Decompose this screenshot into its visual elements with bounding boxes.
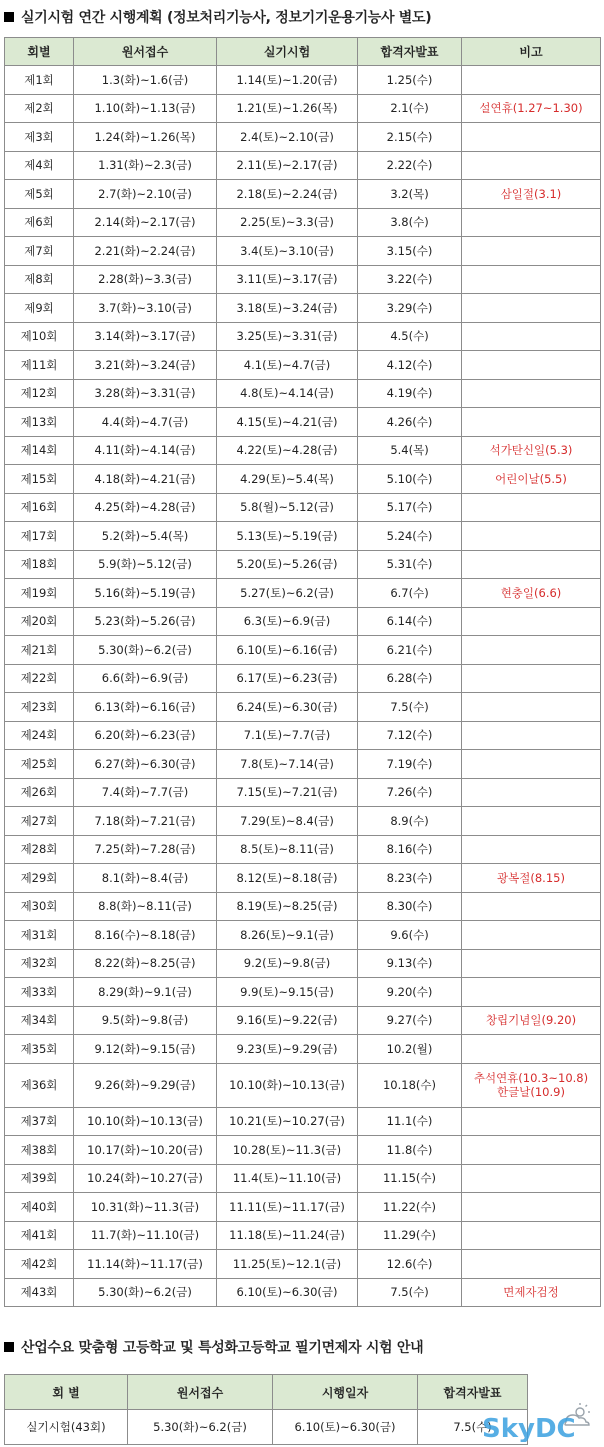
note-cell (462, 408, 601, 437)
table-cell: 5.17(수) (358, 493, 462, 522)
table-cell: 제16회 (5, 493, 74, 522)
note-cell (462, 66, 601, 95)
table-cell: 8.9(수) (358, 807, 462, 836)
table-cell: 제29회 (5, 864, 74, 893)
table-cell: 7.18(화)~7.21(금) (74, 807, 217, 836)
table-row (5, 151, 601, 180)
table-cell: 6.27(화)~6.30(금) (74, 750, 217, 779)
table-cell: 11.18(토)~11.24(금) (217, 1221, 358, 1250)
table-cell: 6.6(화)~6.9(금) (74, 664, 217, 693)
table-row (5, 835, 601, 864)
note-cell (462, 322, 601, 351)
table-cell: 제14회 (5, 436, 74, 465)
note-cell (462, 978, 601, 1007)
note-cell (462, 208, 601, 237)
table-row (5, 408, 601, 437)
note-cell (462, 522, 601, 551)
table-cell: 11.25(토)~12.1(금) (217, 1250, 358, 1279)
table-cell: 제6회 (5, 208, 74, 237)
table-row (5, 493, 601, 522)
table-cell: 3.11(토)~3.17(금) (217, 265, 358, 294)
table-cell: 제25회 (5, 750, 74, 779)
table-cell: 11.11(토)~11.17(금) (217, 1193, 358, 1222)
table-cell: 3.2(목) (358, 180, 462, 209)
table-cell: 제36회 (5, 1063, 74, 1107)
table-row (5, 949, 601, 978)
table-cell: 4.29(토)~5.4(목) (217, 465, 358, 494)
note-cell (462, 151, 601, 180)
table-cell: 6.13(화)~6.16(금) (74, 693, 217, 722)
table-cell: 3.22(수) (358, 265, 462, 294)
table-cell: 제3회 (5, 123, 74, 152)
note-cell (462, 750, 601, 779)
table-row (5, 351, 601, 380)
table-row (5, 750, 601, 779)
table-cell: 6.3(토)~6.9(금) (217, 607, 358, 636)
table-cell: 제42회 (5, 1250, 74, 1279)
note-cell: 석가탄신일(5.3) (462, 436, 601, 465)
table-cell: 2.25(토)~3.3(금) (217, 208, 358, 237)
table-cell: 6.24(토)~6.30(금) (217, 693, 358, 722)
table-cell: 7.15(토)~7.21(금) (217, 778, 358, 807)
table-row (5, 1035, 601, 1064)
bullet-square-icon (4, 1342, 14, 1352)
note-cell (462, 351, 601, 380)
table-cell: 3.14(화)~3.17(금) (74, 322, 217, 351)
table-cell: 6.17(토)~6.23(금) (217, 664, 358, 693)
note-cell (462, 1136, 601, 1165)
table-cell: 제40회 (5, 1193, 74, 1222)
table-cell: 6.28(수) (358, 664, 462, 693)
table-cell: 9.16(토)~9.22(금) (217, 1006, 358, 1035)
note-cell: 삼일절(3.1) (462, 180, 601, 209)
table-cell: 11.1(수) (358, 1107, 462, 1136)
table-cell: 6.10(토)~6.16(금) (217, 636, 358, 665)
table-cell: 8.19(토)~8.25(금) (217, 892, 358, 921)
table-row (5, 892, 601, 921)
table-cell: 3.29(수) (358, 294, 462, 323)
table-cell: 5.8(월)~5.12(금) (217, 493, 358, 522)
table-cell: 10.24(화)~10.27(금) (74, 1164, 217, 1193)
exemption-exam-table (4, 1374, 528, 1445)
table-cell: 7.29(토)~8.4(금) (217, 807, 358, 836)
table-cell: 1.25(수) (358, 66, 462, 95)
header-result: 합격자발표 (358, 38, 462, 66)
table-cell: 제18회 (5, 550, 74, 579)
table-body (5, 1410, 528, 1445)
note-cell (462, 778, 601, 807)
table-cell: 제23회 (5, 693, 74, 722)
table-cell: 5.30(화)~6.2(금) (74, 636, 217, 665)
table-cell: 6.21(수) (358, 636, 462, 665)
note-cell (462, 892, 601, 921)
table-cell: 5.23(화)~5.26(금) (74, 607, 217, 636)
table-cell: 제41회 (5, 1221, 74, 1250)
table-cell: 제20회 (5, 607, 74, 636)
table-cell: 3.4(토)~3.10(금) (217, 237, 358, 266)
table-row (5, 265, 601, 294)
table-cell: 2.28(화)~3.3(금) (74, 265, 217, 294)
table-cell: 8.12(토)~8.18(금) (217, 864, 358, 893)
table-row (5, 465, 601, 494)
table-cell: 9.9(토)~9.15(금) (217, 978, 358, 1007)
note-cell (462, 265, 601, 294)
table-cell: 1.3(화)~1.6(금) (74, 66, 217, 95)
table-header-row (5, 38, 601, 66)
table-cell: 4.18(화)~4.21(금) (74, 465, 217, 494)
section-title-exemption: 산업수요 맞춤형 고등학교 및 특성화고등학교 필기면제자 시험 안내 (4, 1337, 423, 1357)
table-cell: 11.7(화)~11.10(금) (74, 1221, 217, 1250)
table-cell: 9.12(화)~9.15(금) (74, 1035, 217, 1064)
table-cell: 3.28(화)~3.31(금) (74, 379, 217, 408)
note-cell (462, 379, 601, 408)
table-cell: 1.10(화)~1.13(금) (74, 94, 217, 123)
note-cell (462, 1107, 601, 1136)
table-cell: 2.1(수) (358, 94, 462, 123)
table-cell: 7.12(수) (358, 721, 462, 750)
table-cell: 4.1(토)~4.7(금) (217, 351, 358, 380)
table-row (5, 579, 601, 608)
table-cell: 5.4(목) (358, 436, 462, 465)
note-cell (462, 1250, 601, 1279)
table-row (5, 123, 601, 152)
table-cell: 7.5(수) (418, 1410, 528, 1445)
table-cell: 5.2(화)~5.4(목) (74, 522, 217, 551)
table-cell: 2.22(수) (358, 151, 462, 180)
table-cell: 5.31(수) (358, 550, 462, 579)
table-cell: 9.2(토)~9.8(금) (217, 949, 358, 978)
note-cell (462, 1221, 601, 1250)
table-row (5, 1107, 601, 1136)
table-row (5, 379, 601, 408)
table-row (5, 636, 601, 665)
header-application: 원서접수 (74, 38, 217, 66)
table-row (5, 1006, 601, 1035)
table-cell: 제24회 (5, 721, 74, 750)
table-row (5, 921, 601, 950)
table-cell: 8.26(토)~9.1(금) (217, 921, 358, 950)
table-row (5, 1410, 528, 1445)
table-cell: 제11회 (5, 351, 74, 380)
table-cell: 4.15(토)~4.21(금) (217, 408, 358, 437)
table-cell: 4.19(수) (358, 379, 462, 408)
table-row (5, 436, 601, 465)
table-cell: 9.23(토)~9.29(금) (217, 1035, 358, 1064)
table-cell: 제12회 (5, 379, 74, 408)
table-cell: 8.16(수) (358, 835, 462, 864)
table-cell: 1.24(화)~1.26(목) (74, 123, 217, 152)
table-cell: 제38회 (5, 1136, 74, 1165)
table-cell: 6.10(토)~6.30(금) (273, 1410, 418, 1445)
header-round: 회 별 (5, 1375, 128, 1410)
note-cell (462, 237, 601, 266)
table-cell: 3.8(수) (358, 208, 462, 237)
table-cell: 7.4(화)~7.7(금) (74, 778, 217, 807)
table-body (5, 66, 601, 1307)
table-row (5, 1278, 601, 1307)
table-cell: 4.22(토)~4.28(금) (217, 436, 358, 465)
table-cell: 제30회 (5, 892, 74, 921)
table-cell: 2.11(토)~2.17(금) (217, 151, 358, 180)
table-cell: 제13회 (5, 408, 74, 437)
note-cell (462, 550, 601, 579)
table-cell: 4.11(화)~4.14(금) (74, 436, 217, 465)
table-cell: 5.9(화)~5.12(금) (74, 550, 217, 579)
table-cell: 7.26(수) (358, 778, 462, 807)
table-row (5, 522, 601, 551)
annual-schedule-table (4, 37, 601, 1307)
table-cell: 제1회 (5, 66, 74, 95)
note-cell (462, 1035, 601, 1064)
table-cell: 제21회 (5, 636, 74, 665)
note-cell (462, 493, 601, 522)
table-cell: 7.8(토)~7.14(금) (217, 750, 358, 779)
note-cell (462, 1193, 601, 1222)
table-cell: 9.13(수) (358, 949, 462, 978)
table-header-row (5, 1375, 528, 1410)
table-cell: 2.4(토)~2.10(금) (217, 123, 358, 152)
note-cell: 창립기념일(9.20) (462, 1006, 601, 1035)
table-cell: 5.16(화)~5.19(금) (74, 579, 217, 608)
table-cell: 7.25(화)~7.28(금) (74, 835, 217, 864)
table-cell: 3.21(화)~3.24(금) (74, 351, 217, 380)
table-cell: 제37회 (5, 1107, 74, 1136)
table-cell: 2.14(화)~2.17(금) (74, 208, 217, 237)
table-cell: 6.7(수) (358, 579, 462, 608)
header-practical-exam: 실기시험 (217, 38, 358, 66)
table-cell: 5.27(토)~6.2(금) (217, 579, 358, 608)
table-cell: 제2회 (5, 94, 74, 123)
table-row (5, 66, 601, 95)
table-cell: 5.20(토)~5.26(금) (217, 550, 358, 579)
table-cell: 제35회 (5, 1035, 74, 1064)
table-row (5, 1136, 601, 1165)
table-cell: 4.8(토)~4.14(금) (217, 379, 358, 408)
note-cell (462, 664, 601, 693)
table-cell: 3.7(화)~3.10(금) (74, 294, 217, 323)
table-cell: 8.8(화)~8.11(금) (74, 892, 217, 921)
table-row (5, 94, 601, 123)
table-cell: 제19회 (5, 579, 74, 608)
table-cell: 제39회 (5, 1164, 74, 1193)
table-cell: 1.21(토)~1.26(목) (217, 94, 358, 123)
table-cell: 8.30(수) (358, 892, 462, 921)
table-row (5, 237, 601, 266)
table-cell: 제27회 (5, 807, 74, 836)
table-cell: 제34회 (5, 1006, 74, 1035)
table-cell: 3.25(토)~3.31(금) (217, 322, 358, 351)
table-row (5, 1250, 601, 1279)
table-cell: 2.18(토)~2.24(금) (217, 180, 358, 209)
table-cell: 7.1(토)~7.7(금) (217, 721, 358, 750)
table-row (5, 721, 601, 750)
table-cell: 4.5(수) (358, 322, 462, 351)
table-cell: 10.17(화)~10.20(금) (74, 1136, 217, 1165)
table-row (5, 180, 601, 209)
table-cell: 7.19(수) (358, 750, 462, 779)
table-cell: 5.24(수) (358, 522, 462, 551)
table-cell: 9.20(수) (358, 978, 462, 1007)
table-cell: 1.31(화)~2.3(금) (74, 151, 217, 180)
note-cell (462, 636, 601, 665)
table-cell: 11.22(수) (358, 1193, 462, 1222)
table-row (5, 1221, 601, 1250)
table-cell: 10.21(토)~10.27(금) (217, 1107, 358, 1136)
table-cell: 4.4(화)~4.7(금) (74, 408, 217, 437)
note-cell (462, 693, 601, 722)
table-cell: 11.8(수) (358, 1136, 462, 1165)
table-cell: 제22회 (5, 664, 74, 693)
table-cell: 6.14(수) (358, 607, 462, 636)
table-cell: 8.16(수)~8.18(금) (74, 921, 217, 950)
note-cell: 추석연휴(10.3~10.8) 한글날(10.9) (462, 1063, 601, 1107)
table-cell: 2.15(수) (358, 123, 462, 152)
note-cell: 면제자검정 (462, 1278, 601, 1307)
table-cell: 실기시험(43회) (5, 1410, 128, 1445)
table-row (5, 864, 601, 893)
watermark-text: SkyDC (482, 1414, 576, 1442)
table-cell: 2.21(화)~2.24(금) (74, 237, 217, 266)
table-cell: 제31회 (5, 921, 74, 950)
table-cell: 11.15(수) (358, 1164, 462, 1193)
table-cell: 1.14(토)~1.20(금) (217, 66, 358, 95)
table-cell: 제32회 (5, 949, 74, 978)
table-row (5, 1164, 601, 1193)
table-cell: 10.31(화)~11.3(금) (74, 1193, 217, 1222)
table-cell: 5.30(화)~6.2(금) (74, 1278, 217, 1307)
table-cell: 2.7(화)~2.10(금) (74, 180, 217, 209)
table-cell: 10.10(화)~10.13(금) (217, 1063, 358, 1107)
table-cell: 3.15(수) (358, 237, 462, 266)
table-cell: 제15회 (5, 465, 74, 494)
note-cell (462, 607, 601, 636)
table-row (5, 778, 601, 807)
header-exam-date: 시행일자 (273, 1375, 418, 1410)
table-cell: 제5회 (5, 180, 74, 209)
note-cell (462, 835, 601, 864)
section-title-annual-plan: 실기시험 연간 시행계획 (정보처리기능사, 정보기기운용기능사 별도) (4, 7, 431, 27)
table-cell: 제9회 (5, 294, 74, 323)
note-cell: 광복절(8.15) (462, 864, 601, 893)
table-cell: 3.18(토)~3.24(금) (217, 294, 358, 323)
table-cell: 9.5(화)~9.8(금) (74, 1006, 217, 1035)
note-cell: 현충일(6.6) (462, 579, 601, 608)
table-cell: 8.5(토)~8.11(금) (217, 835, 358, 864)
table-row (5, 693, 601, 722)
table-cell: 9.27(수) (358, 1006, 462, 1035)
table-cell: 제8회 (5, 265, 74, 294)
table-row (5, 607, 601, 636)
bullet-square-icon (4, 12, 14, 22)
note-cell (462, 294, 601, 323)
table-cell: 12.6(수) (358, 1250, 462, 1279)
table-cell: 4.26(수) (358, 408, 462, 437)
header-application: 원서접수 (128, 1375, 273, 1410)
table-row (5, 208, 601, 237)
table-cell: 제10회 (5, 322, 74, 351)
table-cell: 10.18(수) (358, 1063, 462, 1107)
header-round: 회별 (5, 38, 74, 66)
table-cell: 제26회 (5, 778, 74, 807)
table-cell: 10.10(화)~10.13(금) (74, 1107, 217, 1136)
table-cell: 5.30(화)~6.2(금) (128, 1410, 273, 1445)
table-cell: 8.23(수) (358, 864, 462, 893)
table-cell: 제7회 (5, 237, 74, 266)
table-cell: 9.26(화)~9.29(금) (74, 1063, 217, 1107)
table-cell: 10.2(월) (358, 1035, 462, 1064)
table-row (5, 294, 601, 323)
table-cell: 6.10(토)~6.30(금) (217, 1278, 358, 1307)
note-cell (462, 807, 601, 836)
table-row (5, 807, 601, 836)
note-cell (462, 921, 601, 950)
table-cell: 6.20(화)~6.23(금) (74, 721, 217, 750)
note-cell (462, 123, 601, 152)
table-row (5, 664, 601, 693)
table-cell: 11.29(수) (358, 1221, 462, 1250)
header-result: 합격자발표 (418, 1375, 528, 1410)
note-cell (462, 949, 601, 978)
table-row (5, 1063, 601, 1107)
table-cell: 4.12(수) (358, 351, 462, 380)
table-cell: 제43회 (5, 1278, 74, 1307)
table-row (5, 978, 601, 1007)
table-cell: 5.13(토)~5.19(금) (217, 522, 358, 551)
note-cell: 설연휴(1.27~1.30) (462, 94, 601, 123)
table-cell: 7.5(수) (358, 1278, 462, 1307)
table-cell: 9.6(수) (358, 921, 462, 950)
table-cell: 11.14(화)~11.17(금) (74, 1250, 217, 1279)
note-cell (462, 721, 601, 750)
skydc-watermark-logo (478, 1402, 598, 1442)
table-cell: 8.22(화)~8.25(금) (74, 949, 217, 978)
table-cell: 7.5(수) (358, 693, 462, 722)
table-cell: 8.29(화)~9.1(금) (74, 978, 217, 1007)
header-note: 비고 (462, 38, 601, 66)
table-cell: 제33회 (5, 978, 74, 1007)
table-row (5, 1193, 601, 1222)
table-cell: 제17회 (5, 522, 74, 551)
note-cell: 어린이날(5.5) (462, 465, 601, 494)
table-cell: 4.25(화)~4.28(금) (74, 493, 217, 522)
table-cell: 10.28(토)~11.3(금) (217, 1136, 358, 1165)
table-row (5, 322, 601, 351)
table-cell: 5.10(수) (358, 465, 462, 494)
table-cell: 8.1(화)~8.4(금) (74, 864, 217, 893)
table-cell: 11.4(토)~11.10(금) (217, 1164, 358, 1193)
table-cell: 제4회 (5, 151, 74, 180)
table-cell: 제28회 (5, 835, 74, 864)
note-cell (462, 1164, 601, 1193)
table-row (5, 550, 601, 579)
